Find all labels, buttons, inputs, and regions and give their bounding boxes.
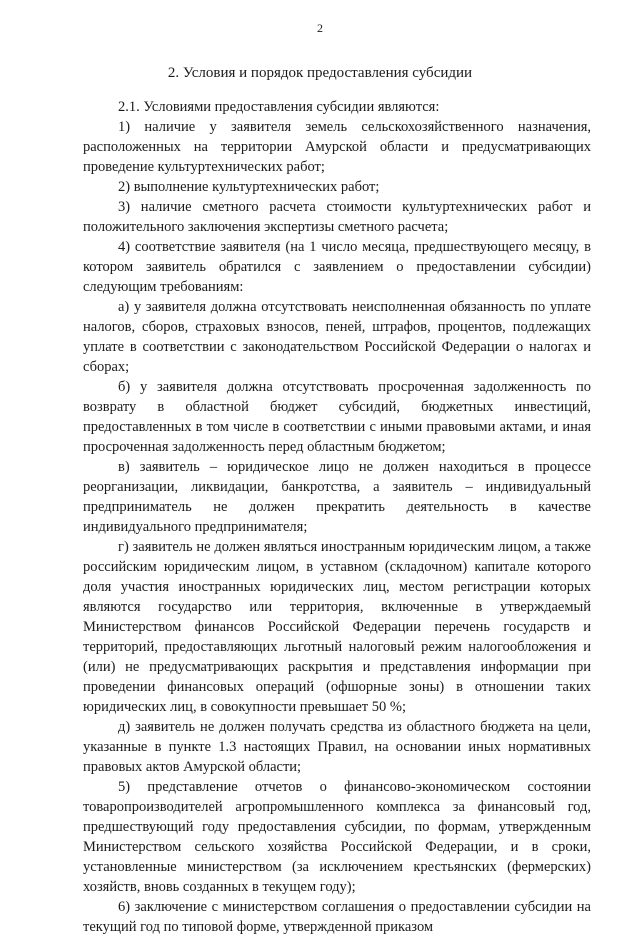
document-body (83, 97, 591, 937)
paragraph: б) у заявителя должна отсутствовать просроченная задолженность по возврату в областной бюджет субсидий, бюджетных инвестиций, предоставленных в том числе в соответствии с иными правовыми актами, и иная просроченная задолженность перед областным бюджетом; (83, 379, 591, 455)
paragraph: 3) наличие сметного расчета стоимости культуртехнических работ и положительного заключения экспертизы сметного расчета; (83, 199, 591, 235)
paragraph: 1) наличие у заявителя земель сельскохозяйственного назначения, расположенных на территории Амурской области и предусматривающих проведение культуртехнических работ; (83, 119, 591, 175)
paragraph: 6) заключение с министерством соглашения о предоставлении субсидии на текущий год по типовой форме, утвержденной приказом (83, 899, 591, 935)
paragraph: 2) выполнение культуртехнических работ; (118, 179, 380, 195)
paragraph: г) заявитель не должен являться иностранным юридическим лицом, а также российским юридическим лицом, в уставном (складочном) капитале которого доля участия иностранных юридических лиц, местом регистрации которых являются государство или территория, включенные в утверждаемый Министерством финансов Российской Федерации перечень государств и территорий, предоставляющих льготный налоговый режим налогообложения и (или) не предусматривающих раскрытия и представления информации при проведении финансовых операций (офшорные зоны) в отношении таких юридических лиц, в совокупности превышает 50 %; (83, 539, 591, 715)
paragraph: 5) представление отчетов о финансово-экономическом состоянии товаропроизводителей агропромышленного комплекса за финансовый год, предшествующий году предоставления субсидии, по формам, утвержденным Министерством сельского хозяйства Российской Федерации, и в сроки, установленные министерством (за исключением крестьянских (фермерских) хозяйств, вновь созданных в текущем году); (83, 779, 591, 895)
paragraph: в) заявитель – юридическое лицо не должен находиться в процессе реорганизации, ликвидации, банкротства, а заявитель – индивидуальный предприниматель не должен прекратить деятельность в качестве индивидуального предпринимателя; (83, 459, 591, 535)
paragraph: а) у заявителя должна отсутствовать неисполненная обязанность по уплате налогов, сборов, страховых взносов, пеней, штрафов, процентов, подлежащих уплате в соответствии с законодательством Российской Федерации о налогах и сборах; (83, 299, 591, 375)
paragraph: д) заявитель не должен получать средства из областного бюджета на цели, указанные в пункте 1.3 настоящих Правил, на основании иных нормативных правовых актов Амурской области; (83, 719, 591, 775)
paragraph: 2.1. Условиями предоставления субсидии являются: (118, 99, 440, 115)
section-heading: 2. Условия и порядок предоставления субсидии (167, 65, 473, 81)
paragraph: 4) соответствие заявителя (на 1 число месяца, предшествующего месяцу, в котором заявитель обратился с заявлением о предоставлении субсидии) следующим требованиям: (83, 239, 591, 295)
page-number: 2 (317, 21, 323, 35)
